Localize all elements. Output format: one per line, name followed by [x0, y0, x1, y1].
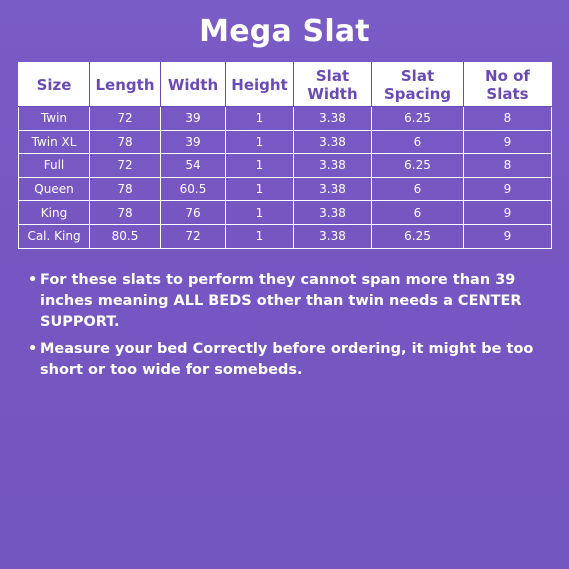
- header-height: Height: [226, 63, 294, 107]
- cell-size: Queen: [19, 177, 90, 201]
- header-size: Size: [19, 63, 90, 107]
- list-item: [28, 339, 558, 381]
- cell-slat-spacing: 6.25: [372, 107, 464, 131]
- bullet-icon: •: [28, 341, 38, 357]
- cell-size: Twin XL: [19, 130, 90, 154]
- cell-width: 54: [161, 154, 226, 178]
- cell-slat-spacing: 6.25: [372, 224, 464, 248]
- page-title: Mega Slat: [199, 14, 370, 49]
- cell-width: 60.5: [161, 177, 226, 201]
- header-width: Width: [161, 63, 226, 107]
- cell-slat-spacing: 6.25: [372, 154, 464, 178]
- list-item: [28, 270, 558, 333]
- cell-no-of-slats: 8: [464, 154, 552, 178]
- slat-size-table: [18, 62, 552, 249]
- cell-width: 39: [161, 107, 226, 131]
- header-slat-width: Slat Width: [294, 63, 372, 107]
- cell-height: 1: [226, 177, 294, 201]
- table-row: [19, 154, 552, 178]
- table-header-row: [19, 63, 552, 107]
- header-slat-spacing: Slat Spacing: [372, 63, 464, 107]
- notes-list: [28, 270, 558, 387]
- bullet-icon: •: [28, 272, 38, 288]
- cell-width: 39: [161, 130, 226, 154]
- cell-slat-width: 3.38: [294, 130, 372, 154]
- cell-no-of-slats: 8: [464, 107, 552, 131]
- table-row: [19, 201, 552, 225]
- cell-no-of-slats: 9: [464, 224, 552, 248]
- note-text: Measure your bed Correctly before ordering, it might be too short or too wide for somebeds.: [40, 341, 534, 378]
- cell-length: 80.5: [90, 224, 161, 248]
- table-row: [19, 177, 552, 201]
- table-row: [19, 130, 552, 154]
- cell-height: 1: [226, 154, 294, 178]
- header-length: Length: [90, 63, 161, 107]
- cell-slat-width: 3.38: [294, 201, 372, 225]
- note-text: For these slats to perform they cannot span more than 39 inches meaning ALL BEDS other than twin needs a CENTER SUPPORT.: [40, 272, 522, 330]
- cell-slat-width: 3.38: [294, 154, 372, 178]
- cell-slat-spacing: 6: [372, 130, 464, 154]
- cell-length: 78: [90, 201, 161, 225]
- cell-length: 72: [90, 107, 161, 131]
- cell-size: Full: [19, 154, 90, 178]
- cell-width: 76: [161, 201, 226, 225]
- cell-height: 1: [226, 224, 294, 248]
- cell-slat-spacing: 6: [372, 201, 464, 225]
- table-row: [19, 224, 552, 248]
- cell-slat-width: 3.38: [294, 224, 372, 248]
- cell-slat-width: 3.38: [294, 107, 372, 131]
- header-no-of-slats: No of Slats: [464, 63, 552, 107]
- cell-slat-width: 3.38: [294, 177, 372, 201]
- cell-height: 1: [226, 107, 294, 131]
- cell-size: Cal. King: [19, 224, 90, 248]
- cell-length: 78: [90, 177, 161, 201]
- cell-height: 1: [226, 130, 294, 154]
- cell-no-of-slats: 9: [464, 130, 552, 154]
- cell-width: 72: [161, 224, 226, 248]
- cell-height: 1: [226, 201, 294, 225]
- cell-size: Twin: [19, 107, 90, 131]
- cell-length: 72: [90, 154, 161, 178]
- cell-slat-spacing: 6: [372, 177, 464, 201]
- cell-size: King: [19, 201, 90, 225]
- cell-length: 78: [90, 130, 161, 154]
- table-row: [19, 107, 552, 131]
- cell-no-of-slats: 9: [464, 201, 552, 225]
- cell-no-of-slats: 9: [464, 177, 552, 201]
